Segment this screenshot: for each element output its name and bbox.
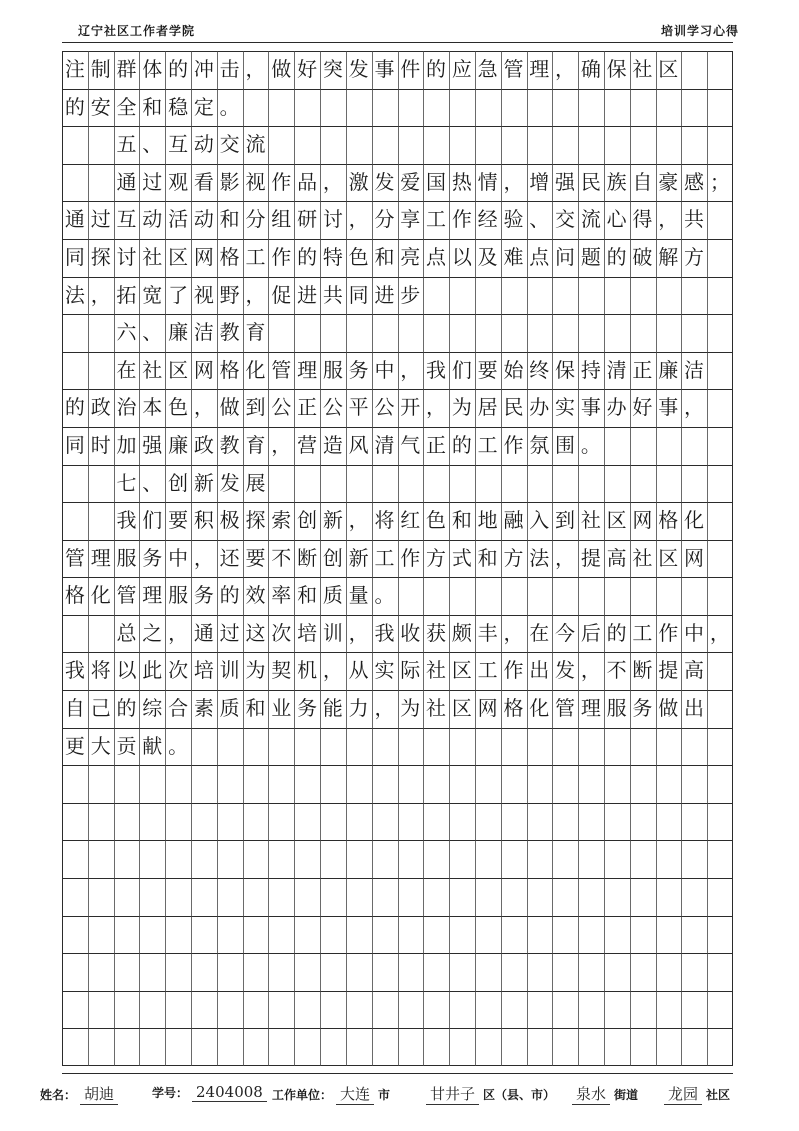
sheet-title: 培训学习心得 [660,24,739,38]
unit-label: 工作单位： [272,1088,333,1102]
top-rule [62,42,733,43]
community-field [660,1083,730,1105]
text-line: 法 ， 拓 宽 了 视 野 ， 促 进 共 同 进 步 [64,282,421,307]
text-line: 同 时 加 强 廉 政 教 育 ， 营 造 风 清 气 正 的 工 作 氛 围 。 [64,432,601,457]
street-field [568,1083,638,1105]
text-line: 通 过 互 动 活 动 和 分 组 研 讨 ， 分 享 工 作 经 验 、 交 流 心 得 ， 共 [64,207,705,232]
text-line: 总 之 ， 通 过 这 次 培 训 ， 我 收 获 颇 丰 ， 在 今 后 的 工 作 中 ， [116,620,730,645]
text-line: 我 将 以 此 次 培 训 为 契 机 ， 从 实 际 社 区 工 作 出 发 ， 不 断 提 高 [64,658,705,683]
writing-grid [62,51,733,1066]
text-line: 的 安 全 和 稳 定 。 [64,94,240,119]
unit-field [272,1083,390,1105]
name-field [40,1083,122,1105]
street-value: 泉水 [572,1083,610,1105]
district-label: 区（县、市） [483,1088,556,1102]
text-line: 的 政 治 本 色 ， 做 到 公 正 公 平 公 开 ， 为 居 民 办 实 事 办 好 事 ， [64,395,705,420]
id-label: 学号： [152,1086,189,1100]
id-value: 2404008 [192,1083,267,1102]
text-line: 我 们 要 积 极 探 索 创 新 ， 将 红 色 和 地 融 入 到 社 区 网 格 化 [116,508,705,533]
institution-header: 辽宁社区工作者学院 [78,24,196,38]
text-line: 管 理 服 务 中 ， 还 要 不 断 创 新 工 作 方 式 和 方 法 ， 提 高 社 区 网 [64,545,705,570]
text-line: 六 、 廉 洁 教 育 [116,320,266,345]
text-line: 在 社 区 网 格 化 管 理 服 务 中 ， 我 们 要 始 终 保 持 清 正 廉 洁 [116,357,705,382]
name-value: 胡迪 [80,1083,118,1105]
id-field [152,1083,271,1102]
handwritten-text [62,51,733,1066]
text-line: 格 化 管 理 服 务 的 效 率 和 质 量 。 [64,583,395,608]
text-line: 七 、 创 新 发 展 [116,470,266,495]
text-line: 自 己 的 综 合 素 质 和 业 务 能 力 ， 为 社 区 网 格 化 管 理 服 务 做 出 [64,696,705,721]
text-line: 五 、 互 动 交 流 [116,132,266,157]
community-value: 龙园 [664,1083,702,1105]
footer-info [40,1083,760,1105]
name-label: 姓名： [40,1088,77,1102]
city-label: 市 [378,1088,391,1102]
text-line: 注 制 群 体 的 冲 击 ， 做 好 突 发 事 件 的 应 急 管 理 ， 确 保 社 区 [64,57,679,81]
street-label: 街道 [614,1088,639,1102]
community-label: 社区 [706,1088,731,1102]
text-line: 通 过 观 看 影 视 作 品 ， 激 发 爱 国 热 情 ， 增 强 民 族 自 豪 感 ； [116,169,730,194]
district-field [422,1083,555,1105]
bottom-rule [62,1073,733,1074]
city-value: 大连 [336,1083,374,1105]
text-line: 更 大 贡 献 。 [64,733,189,758]
text-line: 同 探 讨 社 区 网 格 工 作 的 特 色 和 亮 点 以 及 难 点 问 题 的 破 解 方 [64,244,705,269]
district-value: 甘井子 [426,1083,479,1105]
